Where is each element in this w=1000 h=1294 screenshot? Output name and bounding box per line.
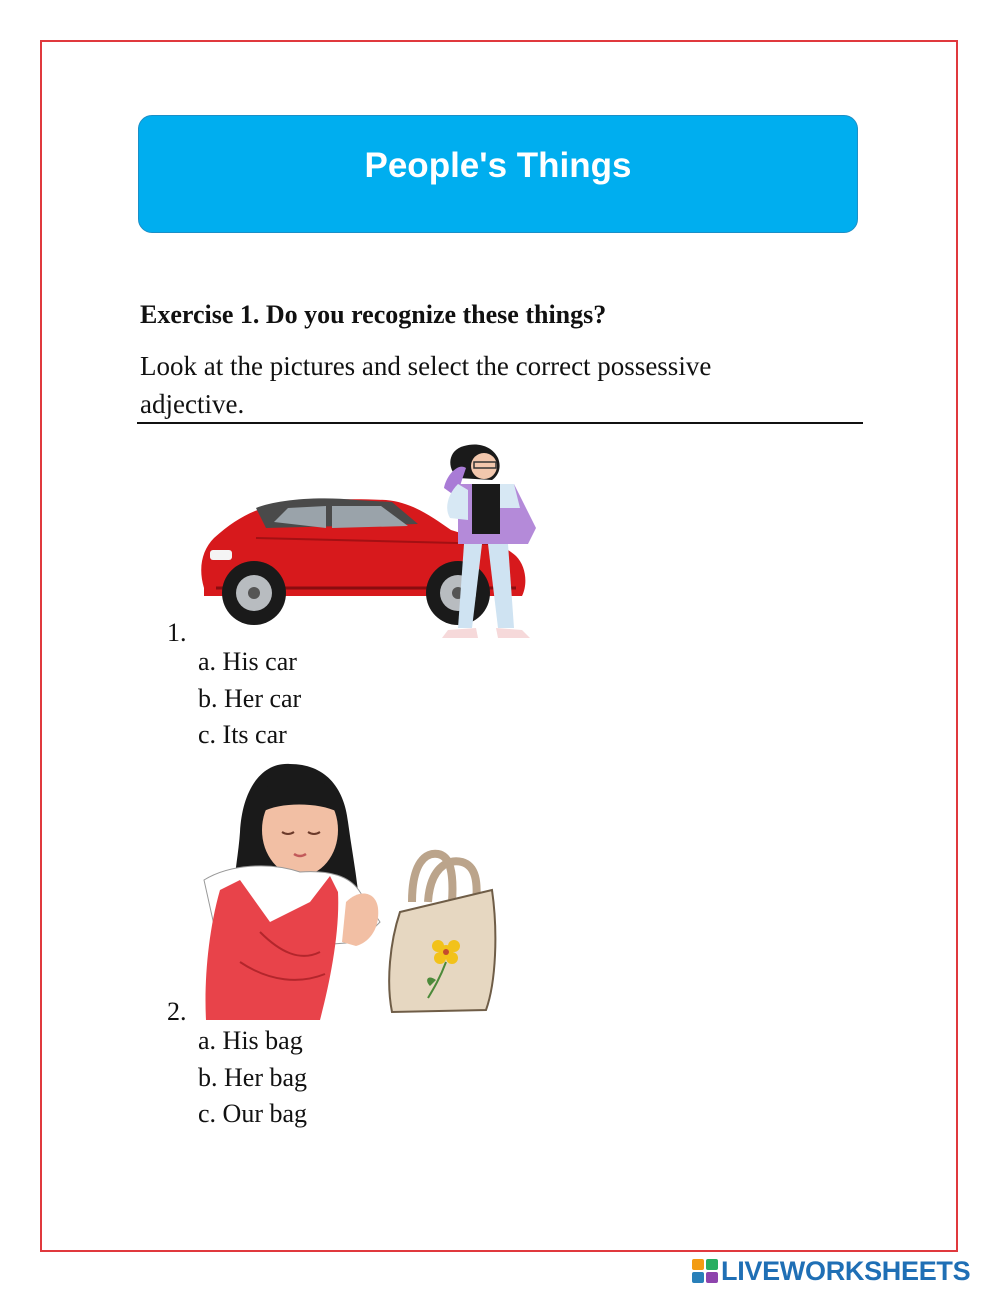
option-text: Its car	[222, 720, 287, 749]
divider	[137, 422, 863, 424]
question-2-option-a[interactable]	[198, 1026, 303, 1056]
page-title: People's Things	[364, 146, 632, 185]
question-1-option-b[interactable]	[198, 684, 301, 714]
question-2-option-c[interactable]	[198, 1099, 307, 1129]
option-text: His car	[222, 647, 297, 676]
footer-brand[interactable]	[692, 1256, 970, 1286]
question-1-option-c[interactable]	[198, 720, 287, 750]
question-1-number: 1.	[167, 618, 187, 647]
option-letter: b.	[198, 684, 218, 713]
option-text: Her car	[224, 684, 302, 713]
girl-illustration	[204, 764, 380, 1020]
option-letter: a.	[198, 1026, 217, 1055]
question-2-number: 2.	[167, 997, 187, 1026]
title-banner	[138, 115, 858, 233]
option-text: Her bag	[224, 1063, 308, 1092]
exercise-instructions: Look at the pictures and select the correct possessive adjective.	[140, 351, 712, 419]
question-2-option-b[interactable]	[198, 1063, 307, 1093]
option-text: Our bag	[222, 1099, 308, 1128]
option-text: His bag	[222, 1026, 303, 1055]
option-letter: c.	[198, 1099, 217, 1128]
tote-bag-illustration	[389, 854, 495, 1012]
option-letter: b.	[198, 1063, 218, 1092]
brand-name: LIVEWORKSHEETS	[721, 1255, 971, 1286]
question-1-option-a[interactable]	[198, 647, 297, 677]
question-2-image	[200, 752, 500, 1022]
option-letter: c.	[198, 720, 217, 749]
option-letter: a.	[198, 647, 217, 676]
exercise-heading: Exercise 1. Do you recognize these things?	[140, 300, 607, 329]
liveworksheets-logo-icon	[692, 1259, 718, 1283]
question-1-image	[196, 438, 536, 643]
